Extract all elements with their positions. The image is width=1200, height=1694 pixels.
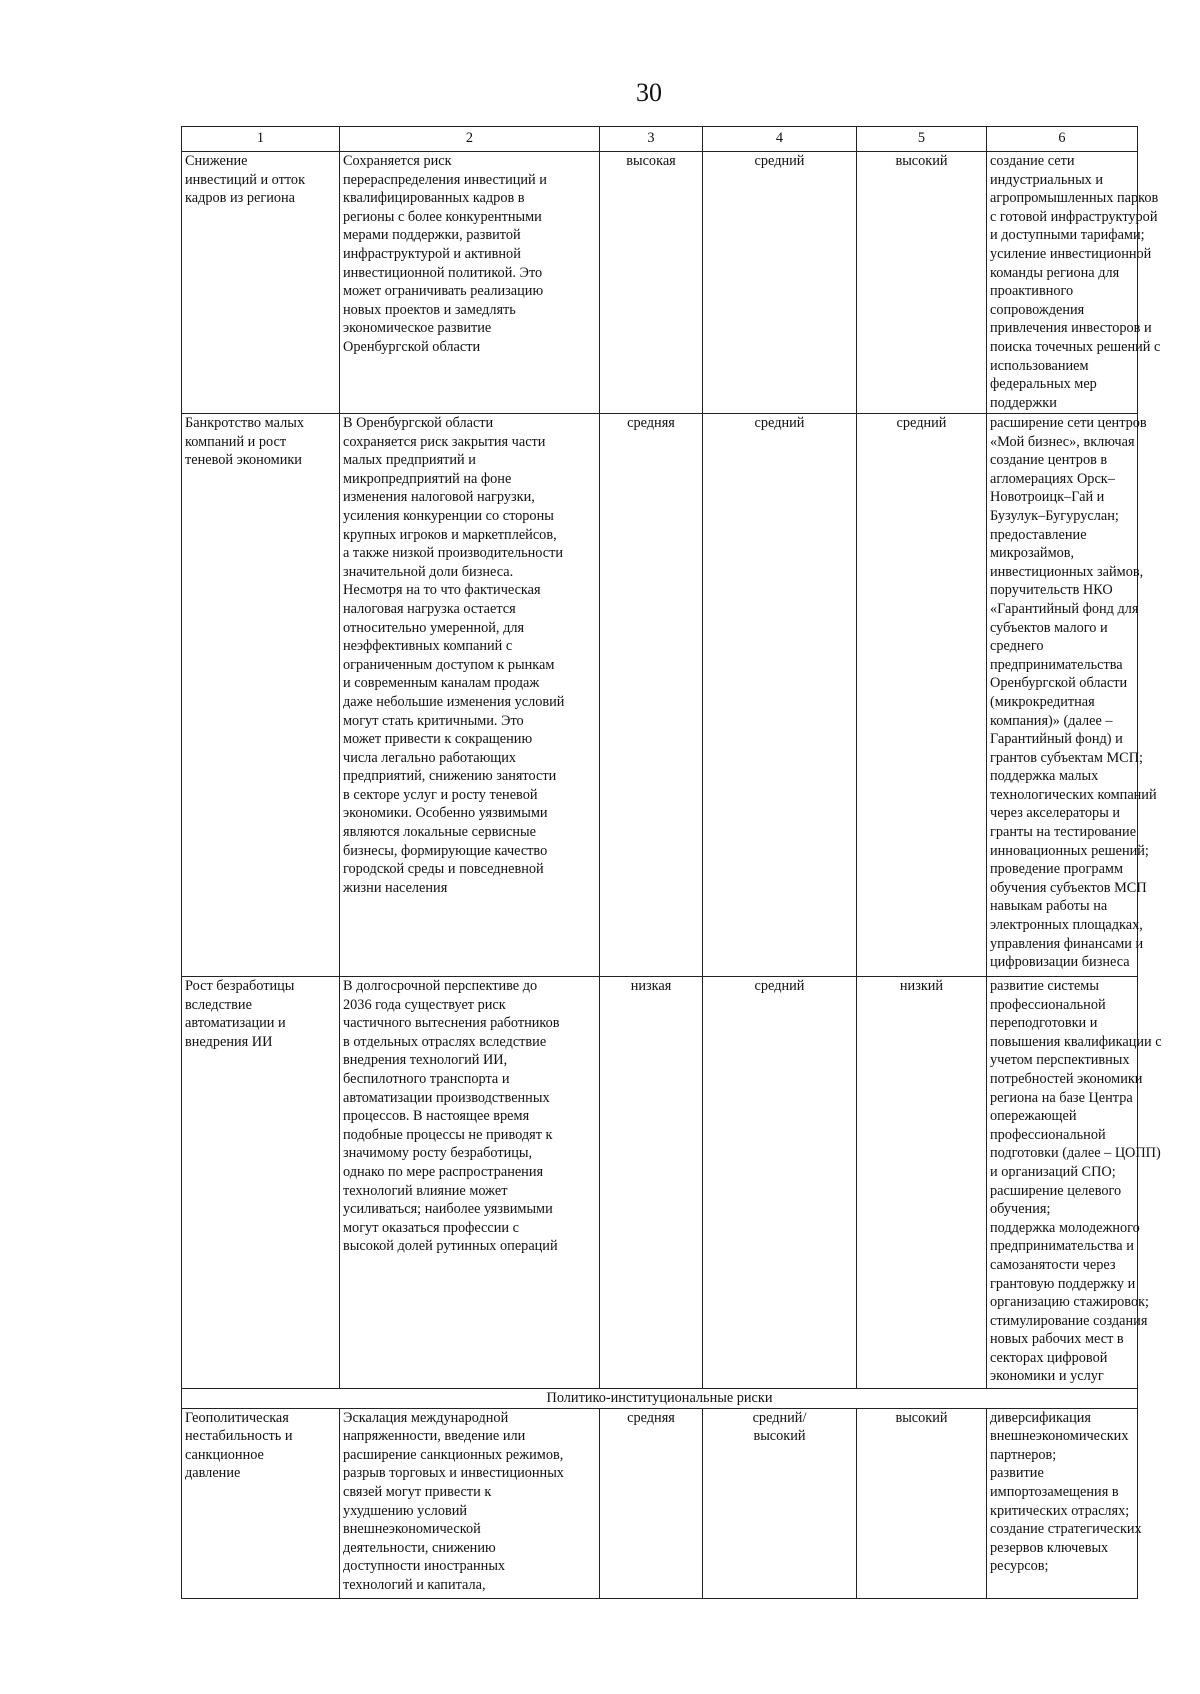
section-header-row	[182, 1389, 1138, 1409]
text-line: резервов ключевых	[990, 1539, 1109, 1556]
text-line: В Оренбургской области	[343, 415, 494, 431]
risk-description-cell	[340, 152, 600, 414]
text-line: агропромышленных парков	[990, 190, 1159, 207]
table-row	[182, 977, 1138, 1389]
text-line: внешнеэкономических	[990, 1428, 1129, 1445]
text-line: внешнеэкономической	[343, 1521, 481, 1538]
text-line: поиска точечных решений с	[990, 338, 1161, 355]
text-line: подготовки (далее – ЦОПП)	[990, 1145, 1161, 1162]
text-line: инновационных решений;	[990, 842, 1149, 859]
text-line: средний/	[752, 1409, 807, 1426]
table-row	[182, 152, 1138, 414]
text-line: команды региона для	[990, 264, 1120, 281]
text-line: автоматизации и	[185, 1015, 286, 1032]
text-line: сохраняется риск закрытия части	[343, 433, 546, 450]
text-line: доступности иностранных	[343, 1558, 506, 1575]
risk-level-cell: высокий	[857, 1408, 987, 1598]
column-number: 5	[857, 127, 987, 152]
text-line: В долгосрочной перспективе до	[343, 978, 538, 994]
text-line: Новотроицк–Гай и	[990, 489, 1105, 506]
table-row	[182, 1408, 1138, 1598]
text-line: Оренбургской области	[343, 338, 481, 355]
text-line: относительно умеренной, для	[343, 619, 525, 636]
text-line: среднего	[990, 638, 1044, 655]
text-line: даже небольшие изменения условий	[343, 693, 565, 710]
text-line: самозанятости через	[990, 1256, 1116, 1273]
section-title: Политико-институциональные риски	[182, 1389, 1138, 1409]
text-line: технологических компаний	[990, 786, 1157, 803]
text-line: напряженности, введение или	[343, 1428, 526, 1445]
text-line: автоматизации производственных	[343, 1089, 550, 1106]
text-line: инфраструктурой и активной	[343, 245, 521, 262]
text-line: (микрокредитная	[990, 693, 1095, 710]
text-line: расширение сети центров	[990, 415, 1147, 431]
text-line: Эскалация международной	[343, 1409, 509, 1426]
text-line: может привести к сокращению	[343, 731, 533, 748]
text-line: Гарантийный фонд) и	[990, 731, 1123, 748]
text-line: использованием	[990, 357, 1089, 374]
text-line: предпринимательства	[990, 656, 1123, 673]
text-line: и современным каналам продаж	[343, 675, 540, 692]
column-number-row	[182, 127, 1138, 152]
text-line: крупных игроков и маркетплейсов,	[343, 526, 557, 543]
text-line: агломерациях Орск–	[990, 470, 1115, 487]
text-line: поддержка молодежного	[990, 1219, 1140, 1236]
text-line: грантовую поддержку и	[990, 1275, 1136, 1292]
text-line: создание стратегических	[990, 1521, 1142, 1538]
text-line: развитие системы	[990, 978, 1099, 994]
text-line: субъектов малого и	[990, 619, 1108, 636]
risk-name-cell	[182, 1408, 340, 1598]
text-line: являются локальные сервисные	[343, 824, 536, 841]
text-line: а также низкой производительности	[343, 545, 563, 562]
text-line: создание сети	[990, 153, 1075, 169]
text-line: значительной доли бизнеса.	[343, 563, 514, 580]
column-number: 3	[600, 127, 703, 152]
measures-cell	[987, 152, 1161, 414]
text-line: ресурсов;	[990, 1558, 1049, 1575]
text-line: вследствие	[185, 996, 252, 1013]
text-line: разрыв торговых и инвестиционных	[343, 1465, 564, 1482]
risk-level-cell: средний	[857, 414, 987, 977]
text-line: числа легально работающих	[343, 749, 517, 766]
text-line: налоговая нагрузка остается	[343, 600, 516, 617]
text-line: нестабильность и	[185, 1428, 293, 1445]
text-line: профессиональной	[990, 1126, 1106, 1143]
text-line: экономики. Особенно уязвимыми	[343, 805, 548, 822]
probability-cell: средняя	[600, 414, 703, 977]
text-line: развитие	[990, 1465, 1044, 1482]
probability-cell: средняя	[600, 1408, 703, 1598]
text-line: технологий и капитала,	[343, 1576, 486, 1593]
probability-cell: высокая	[600, 152, 703, 414]
text-line: экономики и услуг	[990, 1368, 1104, 1385]
text-line: учетом перспективных	[990, 1052, 1130, 1069]
text-line: могут стать критичными. Это	[343, 712, 524, 729]
probability-cell: низкая	[600, 977, 703, 1389]
table-row	[182, 414, 1138, 977]
text-line: Банкротство малых	[185, 415, 304, 431]
risk-description-cell	[340, 977, 600, 1389]
measures-cell	[987, 1408, 1142, 1598]
text-line: микропредприятий на фоне	[343, 470, 512, 487]
risk-level-cell: высокий	[857, 152, 987, 414]
risk-table	[181, 126, 1162, 1599]
text-line: новых проектов и замедлять	[343, 301, 516, 318]
text-line: поддержки	[990, 394, 1057, 411]
text-line: усиливаться; наиболее уязвимыми	[343, 1201, 553, 1218]
text-line: инвестиционной политикой. Это	[343, 264, 543, 281]
text-line: партнеров;	[990, 1446, 1057, 1463]
text-line: Геополитическая	[185, 1409, 289, 1426]
text-line: через акселераторы и	[990, 805, 1121, 822]
text-line: компания)» (далее –	[990, 712, 1113, 729]
text-line: диверсификация	[990, 1409, 1091, 1426]
text-line: Сохраняется риск	[343, 153, 452, 169]
text-line: изменения налоговой нагрузки,	[343, 489, 535, 506]
text-line: бизнесы, формирующие качество	[343, 842, 548, 859]
text-line: теневой экономики	[185, 452, 302, 469]
text-line: Рост безработицы	[185, 978, 295, 994]
text-line: проактивного	[990, 283, 1074, 300]
text-line: может ограничивать реализацию	[343, 283, 544, 300]
text-line: переподготовки и	[990, 1015, 1098, 1032]
text-line: 2036 года существует риск	[343, 996, 506, 1013]
text-line: расширение санкционных режимов,	[343, 1446, 564, 1463]
column-number: 4	[703, 127, 857, 152]
text-line: Оренбургской области	[990, 675, 1128, 692]
text-line: и организаций СПО;	[990, 1163, 1116, 1180]
page-number: 30	[636, 78, 662, 107]
text-line: расширение целевого	[990, 1182, 1122, 1199]
text-line: могут оказаться профессии с	[343, 1219, 519, 1236]
text-line: высокий	[753, 1428, 806, 1445]
text-line: беспилотного транспорта и	[343, 1070, 510, 1087]
text-line: усиление инвестиционной	[990, 245, 1152, 262]
text-line: инвестиций и отток	[185, 171, 306, 188]
text-line: связей могут привести к	[343, 1483, 492, 1500]
text-line: частичного вытеснения работников	[343, 1015, 560, 1032]
text-line: обучения;	[990, 1201, 1051, 1218]
text-line: поддержка малых	[990, 768, 1099, 785]
text-line: Несмотря на то что фактическая	[343, 582, 541, 599]
column-number: 2	[340, 127, 600, 152]
text-line: индустриальных и	[990, 171, 1104, 188]
impact-cell: средний	[703, 977, 857, 1389]
text-line: микрозаймов,	[990, 545, 1075, 562]
text-line: ухудшению условий	[343, 1502, 468, 1519]
text-line: в секторе услуг и росту теневой	[343, 786, 538, 803]
text-line: поручительств НКО	[990, 582, 1113, 599]
text-line: Снижение	[185, 153, 248, 169]
measures-cell	[987, 977, 1162, 1389]
text-line: гранты на тестирование	[990, 824, 1137, 841]
text-line: потребностей экономики	[990, 1070, 1143, 1087]
text-line: предприятий, снижению занятости	[343, 768, 557, 785]
column-number: 1	[182, 127, 340, 152]
text-line: давление	[185, 1465, 241, 1482]
text-line: малых предприятий и	[343, 452, 476, 469]
text-line: секторах цифровой	[990, 1349, 1108, 1366]
text-line: предпринимательства и	[990, 1238, 1134, 1255]
text-line: неэффективных компаний с	[343, 638, 513, 655]
text-line: с готовой инфраструктурой	[990, 208, 1158, 225]
text-line: экономическое развитие	[343, 320, 492, 337]
risk-description-cell	[340, 414, 600, 977]
impact-cell	[703, 1408, 857, 1598]
text-line: технологий влияние может	[343, 1182, 508, 1199]
text-line: привлечения инвесторов и	[990, 320, 1152, 337]
text-line: организацию стажировок;	[990, 1294, 1150, 1311]
text-line: «Гарантийный фонд для	[990, 600, 1139, 617]
text-line: и доступными тарифами;	[990, 227, 1145, 244]
risk-level-cell: низкий	[857, 977, 987, 1389]
text-line: опережающей	[990, 1108, 1077, 1125]
text-line: федеральных мер	[990, 376, 1097, 393]
text-line: новых рабочих мест в	[990, 1331, 1124, 1348]
text-line: кадров из региона	[185, 190, 295, 207]
text-line: Бузулук–Бугуруслан;	[990, 507, 1119, 524]
text-line: усиления конкуренции со стороны	[343, 507, 554, 524]
text-line: навыкам работы на	[990, 898, 1108, 915]
text-line: мерами поддержки, развитой	[343, 227, 521, 244]
text-line: перераспределения инвестиций и	[343, 171, 547, 188]
text-line: высокой долей рутинных операций	[343, 1238, 558, 1255]
text-line: цифровизации бизнеса	[990, 954, 1130, 971]
text-line: импортозамещения в	[990, 1483, 1119, 1500]
column-number: 6	[987, 127, 1138, 152]
text-line: создание центров в	[990, 452, 1108, 469]
measures-cell	[987, 414, 1157, 977]
text-line: квалифицированных кадров в	[343, 190, 525, 207]
text-line: обучения субъектов МСП	[990, 879, 1147, 896]
text-line: значимому росту безработицы,	[343, 1145, 533, 1162]
text-line: грантов субъектам МСП;	[990, 749, 1144, 766]
text-line: сопровождения	[990, 301, 1085, 318]
text-line: санкционное	[185, 1446, 264, 1463]
text-line: электронных площадках,	[990, 917, 1143, 934]
text-line: регионы с более конкурентными	[343, 208, 542, 225]
text-line: проведение программ	[990, 861, 1124, 878]
text-line: в отдельных отраслях вследствие	[343, 1033, 547, 1050]
text-line: внедрения технологий ИИ,	[343, 1052, 508, 1069]
text-line: ограниченным доступом к рынкам	[343, 656, 555, 673]
impact-cell: средний	[703, 414, 857, 977]
text-line: однако по мере распространения	[343, 1163, 544, 1180]
risk-description-cell	[340, 1408, 600, 1598]
text-line: инвестиционных займов,	[990, 563, 1144, 580]
risk-name-cell	[182, 977, 340, 1389]
text-line: процессов. В настоящее время	[343, 1108, 530, 1125]
text-line: управления финансами и	[990, 935, 1144, 952]
text-line: деятельности, снижению	[343, 1539, 496, 1556]
text-line: жизни населения	[343, 879, 448, 896]
text-line: внедрения ИИ	[185, 1033, 273, 1050]
text-line: предоставление	[990, 526, 1087, 543]
text-line: «Мой бизнес», включая	[990, 433, 1135, 450]
text-line: критических отраслях;	[990, 1502, 1130, 1519]
text-line: компаний и рост	[185, 433, 287, 450]
risk-name-cell	[182, 152, 340, 414]
text-line: городской среды и повседневной	[343, 861, 544, 878]
text-line: повышения квалификации с	[990, 1033, 1162, 1050]
text-line: стимулирование создания	[990, 1312, 1148, 1329]
impact-cell: средний	[703, 152, 857, 414]
text-line: профессиональной	[990, 996, 1106, 1013]
text-line: региона на базе Центра	[990, 1089, 1133, 1106]
risk-name-cell	[182, 414, 340, 977]
text-line: подобные процессы не приводят к	[343, 1126, 553, 1143]
